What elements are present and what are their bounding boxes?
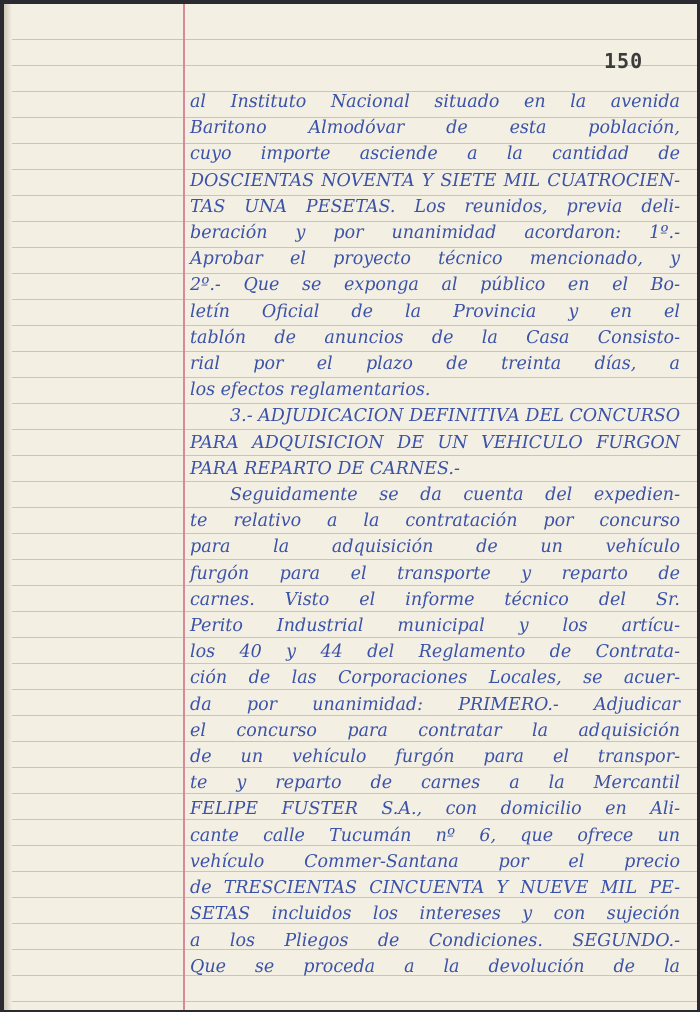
text-line: te y reparto de carnes a la Mercantil — [190, 773, 680, 794]
section-heading-line: 3.- ADJUDICACION DEFINITIVA DEL CONCURSO — [230, 406, 681, 427]
margin-rule — [183, 4, 185, 1010]
text-line: al Instituto Nacional situado en la avenida — [190, 92, 680, 112]
text-line: de un vehículo furgón para el transpor- — [190, 747, 680, 768]
text-line: los 40 y 44 del Reglamento de Contrata- — [190, 642, 680, 663]
text-line: FELIPE FUSTER S.A., con domicilio en Ali- — [190, 799, 680, 820]
section-heading-line: PARA REPARTO DE CARNES.- — [190, 458, 460, 479]
text-line: el concurso para contratar la adquisición — [190, 720, 680, 741]
text-line: rial por el plazo de treinta días, a — [190, 354, 680, 375]
text-line: furgón para el transporte y reparto de — [190, 563, 680, 584]
text-line: para la adquisición de un vehículo — [190, 537, 680, 558]
text-line: te relativo a la contratación por concurso — [190, 511, 680, 532]
text-line: TAS UNA PESETAS. Los reunidos, previa deli- — [190, 196, 680, 217]
text-line: vehículo Commer-Santana por el precio — [190, 851, 680, 872]
text-line: carnes. Visto el informe técnico del Sr. — [190, 589, 680, 610]
text-line: SETAS incluidos los intereses y con sujeción — [190, 904, 680, 925]
text-line: letín Oficial de la Provincia y en el — [190, 301, 680, 322]
section-heading-line: PARA ADQUISICION DE UN VEHICULO FURGON — [190, 432, 680, 453]
text-line: tablón de anuncios de la Casa Consisto- — [190, 327, 680, 348]
text-line: cuyo importe asciende a la cantidad de — [190, 144, 680, 165]
text-line: Aprobar el proyecto técnico mencionado, y — [190, 249, 680, 270]
text-line: DOSCIENTAS NOVENTA Y SIETE MIL CUATROCIEN- — [190, 170, 680, 191]
text-line: beración y por unanimidad acordaron: 1º.- — [190, 223, 680, 244]
text-line: los efectos reglamentarios. — [190, 380, 431, 401]
ledger-page — [4, 4, 697, 1010]
text-line: Baritono Almodóvar de esta población, — [190, 118, 680, 139]
text-line: cante calle Tucumán nº 6, que ofrece un — [190, 825, 680, 846]
text-line: 2º.- Que se exponga al público en el Bo- — [190, 275, 680, 296]
text-line: de TRESCIENTAS CINCUENTA Y NUEVE MIL PE- — [190, 878, 680, 899]
text-line: ción de las Corporaciones Locales, se acuer- — [190, 668, 680, 689]
handwritten-text-block — [190, 89, 680, 980]
text-line: Perito Industrial municipal y los artícu- — [190, 616, 680, 637]
text-line: Que se proceda a la devolución de la — [190, 956, 680, 977]
text-line: a los Pliegos de Condiciones. SEGUNDO.- — [190, 930, 680, 951]
folio-number: 150 — [604, 49, 644, 73]
text-line: Seguidamente se da cuenta del expedien- — [230, 485, 680, 506]
text-line: da por unanimidad: PRIMERO.- Adjudicar — [190, 694, 680, 715]
